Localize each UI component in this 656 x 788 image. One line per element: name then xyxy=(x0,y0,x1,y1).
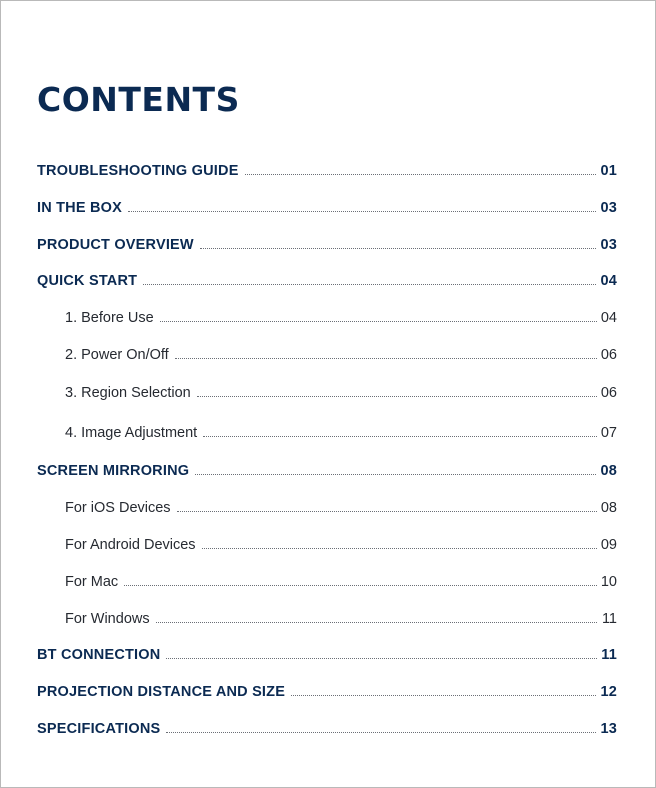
toc-entry-projection-distance-and-size[interactable] xyxy=(37,681,617,701)
toc-entry-quick-start[interactable] xyxy=(37,270,617,290)
toc-entry-page-number: 04 xyxy=(600,273,617,289)
toc-entry-page-number: 08 xyxy=(600,500,617,516)
toc-entry-page-number: 08 xyxy=(600,463,617,479)
dot-leader xyxy=(160,321,597,322)
toc-entry-label: TROUBLESHOOTING GUIDE xyxy=(37,163,239,179)
dot-leader xyxy=(128,211,596,212)
toc-entry-page-number: 06 xyxy=(600,347,617,363)
toc-entry-before-use[interactable] xyxy=(65,307,617,327)
toc-entry-page-number: 01 xyxy=(600,163,617,179)
dot-leader xyxy=(166,732,596,733)
dot-leader xyxy=(166,658,597,659)
toc-entry-label: QUICK START xyxy=(37,273,138,289)
toc-entry-label: For Windows xyxy=(65,611,150,627)
toc-entry-product-overview[interactable] xyxy=(37,234,617,254)
toc-entry-screen-mirroring[interactable] xyxy=(37,460,617,480)
toc-entry-image-adjustment[interactable] xyxy=(65,422,617,442)
toc-entry-label: SPECIFICATIONS xyxy=(37,721,161,737)
dot-leader xyxy=(124,585,597,586)
dot-leader xyxy=(197,396,597,397)
toc-entry-windows[interactable] xyxy=(65,608,617,628)
toc-entry-label: PRODUCT OVERVIEW xyxy=(37,237,194,253)
toc-entry-page-number: 11 xyxy=(601,611,617,627)
dot-leader xyxy=(156,622,597,623)
toc-entry-label: IN THE BOX xyxy=(37,200,122,216)
toc-entry-label: For Android Devices xyxy=(65,537,196,553)
dot-leader xyxy=(203,436,597,437)
dot-leader xyxy=(143,284,596,285)
toc-entry-page-number: 09 xyxy=(600,537,617,553)
dot-leader xyxy=(291,695,596,696)
toc-entry-mac[interactable] xyxy=(65,571,617,591)
toc-entry-label: 1. Before Use xyxy=(65,310,154,326)
toc-entry-label: 3. Region Selection xyxy=(65,385,191,401)
toc-entry-page-number: 07 xyxy=(600,425,617,441)
toc-entry-page-number: 03 xyxy=(600,237,617,253)
toc-entry-label: 4. Image Adjustment xyxy=(65,425,198,441)
dot-leader xyxy=(195,474,596,475)
dot-leader xyxy=(245,174,597,175)
toc-entry-page-number: 04 xyxy=(600,310,617,326)
contents-title: CONTENTS xyxy=(37,80,240,119)
toc-entry-page-number: 13 xyxy=(600,721,617,737)
toc-entry-page-number: 06 xyxy=(600,385,617,401)
toc-entry-power-on-off[interactable] xyxy=(65,344,617,364)
toc-entry-bt-connection[interactable] xyxy=(37,644,617,664)
toc-entry-android-devices[interactable] xyxy=(65,534,617,554)
toc-entry-label: For iOS Devices xyxy=(65,500,171,516)
toc-entry-page-number: 12 xyxy=(600,684,617,700)
table-of-contents xyxy=(1,1,655,787)
toc-entry-ios-devices[interactable] xyxy=(65,497,617,517)
toc-entry-region-selection[interactable] xyxy=(65,382,617,402)
toc-entry-label: PROJECTION DISTANCE AND SIZE xyxy=(37,684,286,700)
toc-entry-label: SCREEN MIRRORING xyxy=(37,463,190,479)
toc-entry-label: For Mac xyxy=(65,574,119,590)
dot-leader xyxy=(177,511,597,512)
toc-entry-troubleshooting-guide[interactable] xyxy=(37,160,617,180)
dot-leader xyxy=(175,358,597,359)
toc-entry-label: 2. Power On/Off xyxy=(65,347,169,363)
toc-entry-label: BT CONNECTION xyxy=(37,647,161,663)
dot-leader xyxy=(202,548,597,549)
toc-entry-page-number: 11 xyxy=(601,647,617,663)
toc-entry-page-number: 10 xyxy=(600,574,617,590)
dot-leader xyxy=(200,248,597,249)
toc-entry-specifications[interactable] xyxy=(37,718,617,738)
toc-entry-page-number: 03 xyxy=(600,200,617,216)
toc-entry-in-the-box[interactable] xyxy=(37,197,617,217)
